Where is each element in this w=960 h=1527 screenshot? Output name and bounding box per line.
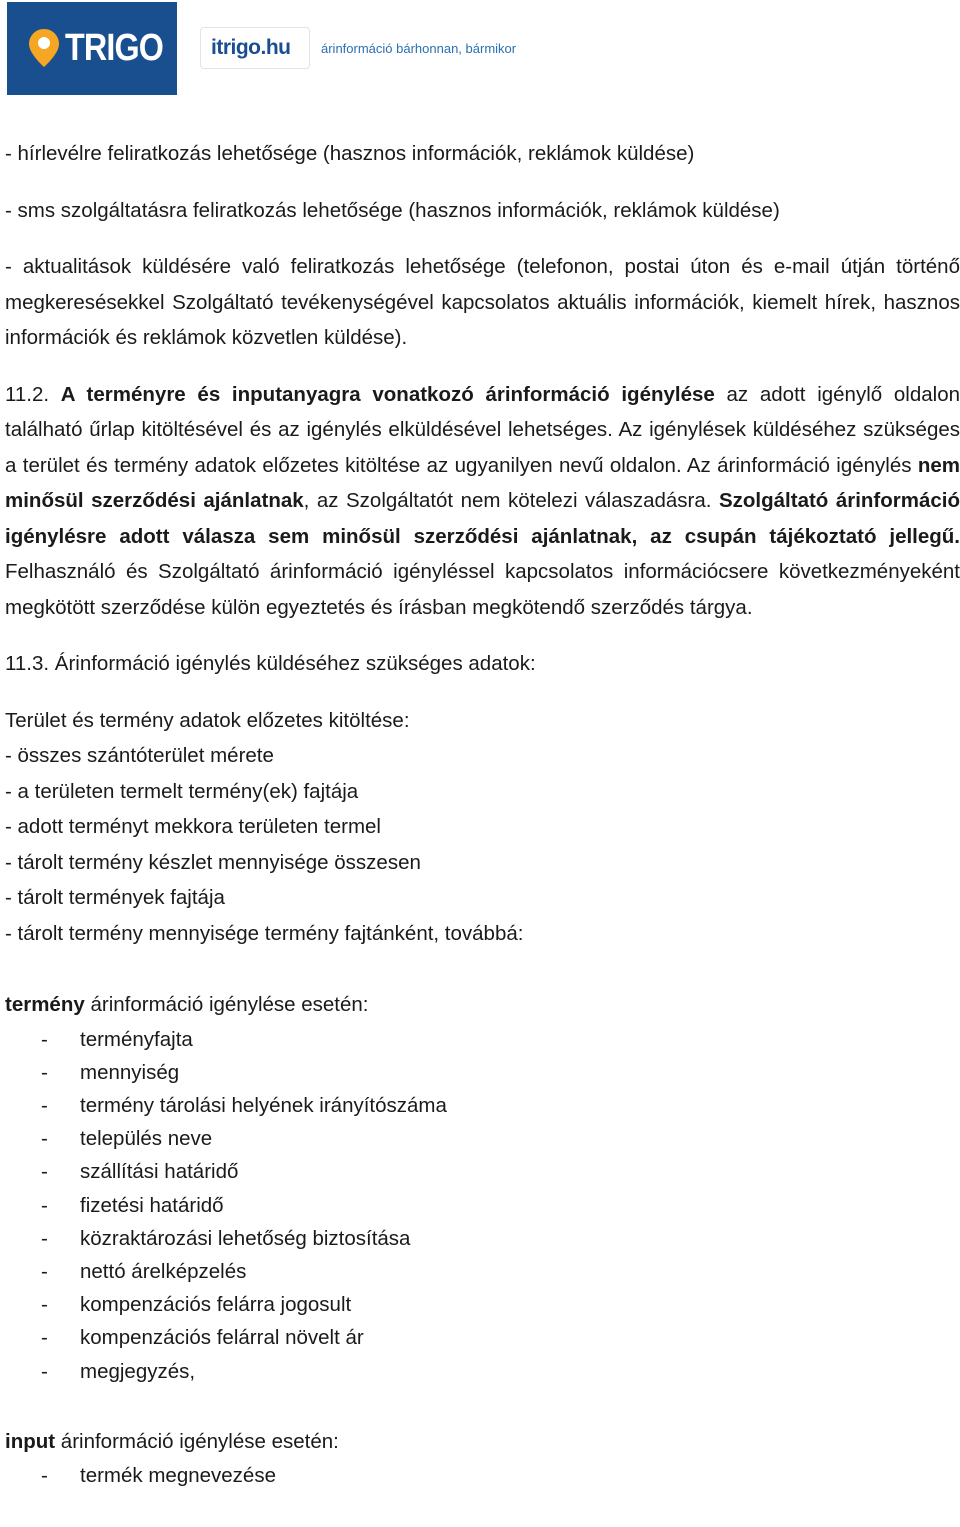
list-item: - kompenzációs felárral növelt ár: [41, 1326, 364, 1350]
paragraph-text: az adott igénylő oldalon található űrlap kitöltésével és az igénylés elküldésével lehetséges. Az igénylések küldéséhez szükséges a terület és termény adatok előzetes kitöltése az ugyanilyen nevű oldalon. Az árinformáció igénylés: [5, 382, 960, 477]
section-number: 11.2.: [5, 382, 50, 406]
input-list: [5, 1459, 960, 1492]
document-body: [5, 136, 960, 1492]
heading-text: árinformáció igénylése esetén:: [55, 1429, 339, 1453]
list-item: - mennyiség: [41, 1060, 180, 1084]
section-11-2: [5, 377, 960, 626]
itrigo-logo[interactable]: [200, 27, 310, 69]
list-item: - szállítási határidő: [41, 1160, 239, 1184]
bold-text: nem minősül szerződési ajánlatnak: [5, 453, 960, 512]
area-item: - tárolt termények fajtája: [5, 886, 225, 909]
area-heading: Terület és termény adatok előzetes kitöltése:: [5, 708, 410, 732]
area-item: - a területen termelt termény(ek) fajtája: [5, 779, 359, 803]
bullet-sms: - sms szolgáltatásra feliratkozás lehetősége (hasznos információk, reklámok küldése): [5, 198, 780, 222]
bullet-newsletter: - hírlevélre feliratkozás lehetősége (hasznos információk, reklámok küldése): [5, 142, 695, 165]
paragraph-text: Felhasználó és Szolgáltató árinformáció igényléssel kapcsolatos információcsere következményeként megkötött szerződése külön egyeztetés és írásban megkötendő szerződés tárgya.: [5, 560, 960, 619]
list-item: - termék megnevezése: [41, 1464, 276, 1488]
trigo-logo-text: TRIGO: [65, 27, 164, 69]
bullet-updates: - aktualitások küldésére való feliratkozás lehetősége (telefonon, postai úton és e-mail útján történő megkeresésekkel Szolgáltató tevékenységével kapcsolatos aktuális információk, kiemelt hírek, hasznos információk és reklámok közvetlen küldése).: [5, 255, 960, 349]
heading-text: árinformáció igénylése esetén:: [84, 993, 369, 1016]
bold-text: termény: [5, 993, 85, 1016]
page-header: [0, 0, 960, 100]
list-item: - megjegyzés,: [41, 1359, 196, 1383]
bold-text: A terményre és inputanyagra vonatkozó árinformáció igénylése: [60, 382, 715, 406]
list-item: - település neve: [41, 1127, 213, 1151]
bold-text: Szolgáltató árinformáció igénylésre adott válasza sem minősül szerződési ajánlatnak, az csupán tájékoztató jellegű.: [5, 489, 960, 548]
list-item: - nettó árelképzelés: [41, 1259, 247, 1283]
area-item: - összes szántóterület mérete: [5, 744, 274, 767]
crop-heading: [5, 987, 960, 1023]
crop-list: [5, 1023, 960, 1388]
list-item: - kompenzációs felárra jogosult: [41, 1293, 352, 1317]
section-11-3-heading: 11.3. Árinformáció igénylés küldéséhez szükséges adatok:: [5, 652, 536, 675]
bold-text: input: [5, 1429, 56, 1453]
area-item: - adott terményt mekkora területen termel: [5, 815, 381, 838]
list-item: - termény tárolási helyének irányítószáma: [41, 1093, 447, 1117]
paragraph-text: , az Szolgáltatót nem kötelezi válaszadásra.: [303, 489, 719, 512]
trigo-logo[interactable]: [7, 2, 177, 95]
location-pin-icon: [29, 29, 59, 67]
area-item: - tárolt termény készlet mennyisége összesen: [5, 850, 421, 874]
list-item: - közraktározási lehetőség biztosítása: [41, 1226, 411, 1250]
header-tagline: árinformáció bárhonnan, bármikor: [321, 41, 517, 56]
list-item: - terményfajta: [41, 1027, 193, 1051]
input-heading: [5, 1424, 960, 1460]
itrigo-logo-text: itrigo.hu: [211, 36, 291, 59]
list-item: - fizetési határidő: [41, 1193, 224, 1217]
area-item: - tárolt termény mennyisége termény fajtánként, továbbá:: [5, 921, 524, 945]
